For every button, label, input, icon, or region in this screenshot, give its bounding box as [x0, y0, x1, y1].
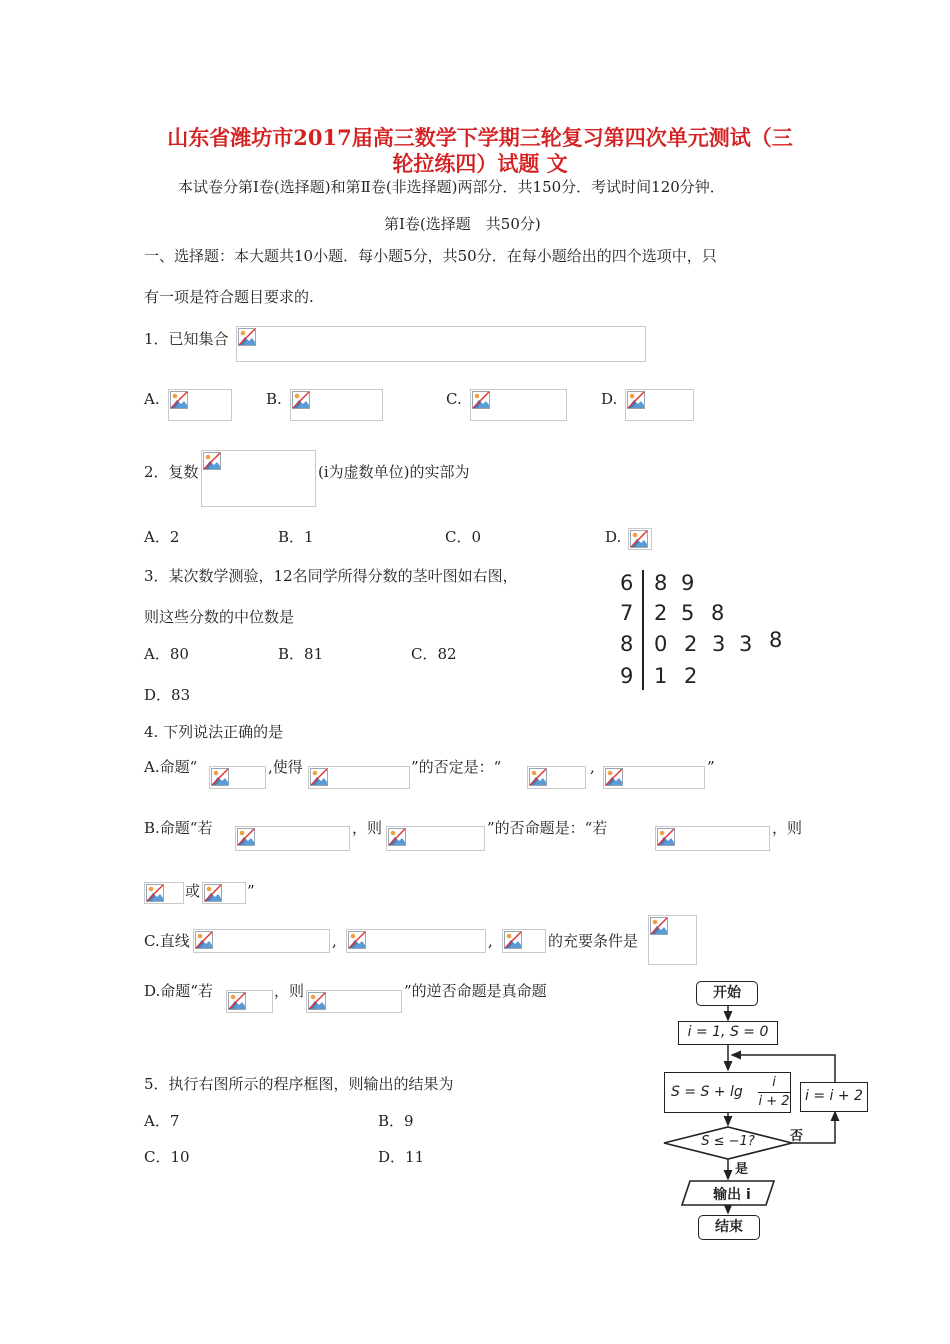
leaf-value: 8 — [769, 628, 783, 652]
broken-image — [603, 766, 705, 789]
fraction-denominator: i + 2 — [758, 1094, 790, 1109]
stem-value: 8 — [620, 632, 634, 656]
broken-image-icon — [238, 328, 256, 346]
q4-a-mid2: ”的否定是：“ — [411, 758, 502, 776]
broken-image — [386, 826, 485, 851]
broken-image-icon — [308, 992, 326, 1010]
broken-image-icon — [472, 391, 490, 409]
q5-option-d: D．11 — [378, 1148, 425, 1166]
leaf-value: 8 — [711, 601, 725, 625]
section-heading: 第Ⅰ卷(选择题 共50分) — [384, 215, 541, 233]
q4-b-end: ” — [247, 882, 255, 900]
q4-b-mid2: ”的否命题是：“若 — [487, 819, 608, 837]
doc-title-line1: 山东省潍坊市2017届高三数学下学期三轮复习第四次单元测试（三 — [167, 125, 793, 150]
flowchart-condition: S ≤ −1? — [701, 1134, 755, 1149]
intro-text: 本试卷分第Ⅰ卷(选择题)和第Ⅱ卷(非选择题)两部分．共150分．考试时间120分钟． — [178, 178, 725, 196]
stem-value: 7 — [620, 601, 634, 625]
broken-image-icon — [388, 828, 406, 846]
broken-image-icon — [605, 768, 623, 786]
broken-image-icon — [630, 530, 648, 548]
leaf-value: 0 — [654, 632, 668, 656]
broken-image-icon — [504, 931, 522, 949]
broken-image-icon — [203, 452, 221, 470]
q4-b-prefix: B.命题“若 — [144, 819, 213, 837]
q2-option-a: A．2 — [144, 528, 180, 546]
instructions-line2: 有一项是符合题目要求的. — [144, 288, 314, 306]
leaf-value: 3 — [712, 632, 726, 656]
broken-image — [201, 450, 316, 507]
q5-option-a: A．7 — [144, 1112, 180, 1130]
q4-c-prefix: C.直线 — [144, 932, 190, 950]
broken-image — [144, 882, 184, 904]
q2-option-d: D. — [605, 528, 622, 546]
leaf-value: 2 — [684, 664, 698, 688]
flowchart-no-label: 否 — [790, 1129, 804, 1144]
q3-option-b: B．81 — [278, 645, 324, 663]
broken-image — [648, 915, 697, 965]
q3-line1: 3．某次数学测验，12名同学所得分数的茎叶图如右图， — [144, 567, 518, 585]
flowchart-process — [664, 1072, 791, 1113]
broken-image — [655, 826, 770, 851]
fraction-numerator: i — [772, 1075, 776, 1090]
broken-image — [209, 766, 266, 789]
flowchart-yes-label: 是 — [735, 1162, 749, 1177]
flowchart-update: i = i + 2 — [800, 1082, 868, 1112]
q4-a-mid1: ,使得 — [268, 758, 303, 776]
leaf-value: 5 — [681, 601, 695, 625]
broken-image — [470, 389, 567, 421]
broken-image — [236, 326, 646, 362]
broken-image-icon — [529, 768, 547, 786]
broken-image — [306, 990, 402, 1013]
broken-image — [628, 528, 652, 550]
broken-image — [527, 766, 586, 789]
broken-image-icon — [657, 828, 675, 846]
q4-b-mid1: ，则 — [352, 819, 383, 837]
q4-d-prefix: D.命题“若 — [144, 982, 213, 1000]
q4-d-end: ”的逆否命题是真命题 — [404, 982, 547, 1000]
broken-image — [625, 389, 694, 421]
stem-value: 6 — [620, 571, 634, 595]
fraction-bar — [758, 1092, 790, 1093]
broken-image-icon — [195, 931, 213, 949]
broken-image-icon — [237, 828, 255, 846]
q4-a-prefix: A.命题“ — [144, 758, 198, 776]
q4-a-end: ” — [707, 758, 715, 776]
q1-option-d: D. — [601, 390, 618, 408]
broken-image-icon — [204, 884, 222, 902]
leaf-value: 8 — [654, 571, 668, 595]
flowchart-end: 结束 — [698, 1215, 760, 1240]
flowchart-output: 输出 i — [713, 1187, 751, 1203]
q4-c-end: 的充要条件是 — [548, 932, 639, 950]
broken-image — [226, 990, 273, 1013]
q4-c-comma1: , — [332, 932, 337, 950]
q1-option-c: C. — [446, 390, 462, 408]
broken-image — [193, 929, 330, 953]
q3-option-a: A．80 — [144, 645, 189, 663]
q4-stem: 4. 下列说法正确的是 — [144, 723, 284, 741]
broken-image-icon — [627, 391, 645, 409]
broken-image-icon — [228, 992, 246, 1010]
q4-b-mid3: ，则 — [772, 819, 803, 837]
q3-line2: 则这些分数的中位数是 — [144, 608, 295, 626]
broken-image-icon — [170, 391, 188, 409]
stem-value: 9 — [620, 664, 634, 688]
leaf-value: 9 — [681, 571, 695, 595]
q2-option-c: C．0 — [445, 528, 482, 546]
process-formula: S = S + lg — [671, 1084, 743, 1100]
broken-image-icon — [292, 391, 310, 409]
q4-a-comma: , — [590, 758, 595, 776]
q2-option-b: B．1 — [278, 528, 314, 546]
stem-divider — [642, 570, 644, 690]
q5-stem: 5．执行右图所示的程序框图，则输出的结果为 — [144, 1075, 454, 1093]
q1-option-b: B. — [266, 390, 282, 408]
broken-image — [168, 389, 232, 421]
broken-image-icon — [650, 917, 668, 935]
q3-option-c: C．82 — [411, 645, 457, 663]
broken-image-icon — [211, 768, 229, 786]
broken-image — [235, 826, 350, 851]
q1-option-a: A. — [144, 390, 160, 408]
q1-stem: 1．已知集合 — [144, 330, 229, 348]
q2-stem: 2．复数 — [144, 463, 199, 481]
q2-suffix: (i为虚数单位)的实部为 — [318, 463, 470, 481]
leaf-value: 3 — [739, 632, 753, 656]
leaf-value: 2 — [654, 601, 668, 625]
stem-leaf-plot — [612, 566, 802, 696]
broken-image — [346, 929, 486, 953]
flowchart-start: 开始 — [696, 981, 758, 1006]
broken-image — [308, 766, 410, 789]
broken-image-icon — [310, 768, 328, 786]
broken-image-icon — [146, 884, 164, 902]
broken-image-icon — [348, 931, 366, 949]
doc-title-line2: 轮拉练四）试题 文 — [392, 151, 568, 176]
flowchart-init: i = 1, S = 0 — [678, 1021, 778, 1045]
q4-c-comma2: , — [488, 932, 493, 950]
leaf-value: 2 — [684, 632, 698, 656]
q4-b-or: 或 — [185, 882, 201, 900]
q4-d-mid: ，则 — [274, 982, 305, 1000]
instructions-line1: 一、选择题：本大题共10小题．每小题5分，共50分．在每小题给出的四个选项中，只 — [144, 247, 717, 265]
flowchart — [650, 975, 870, 1245]
q5-option-c: C．10 — [144, 1148, 190, 1166]
broken-image — [202, 882, 246, 904]
broken-image — [502, 929, 546, 953]
q5-option-b: B．9 — [378, 1112, 414, 1130]
broken-image — [290, 389, 383, 421]
q3-option-d: D．83 — [144, 686, 191, 704]
leaf-value: 1 — [654, 664, 668, 688]
